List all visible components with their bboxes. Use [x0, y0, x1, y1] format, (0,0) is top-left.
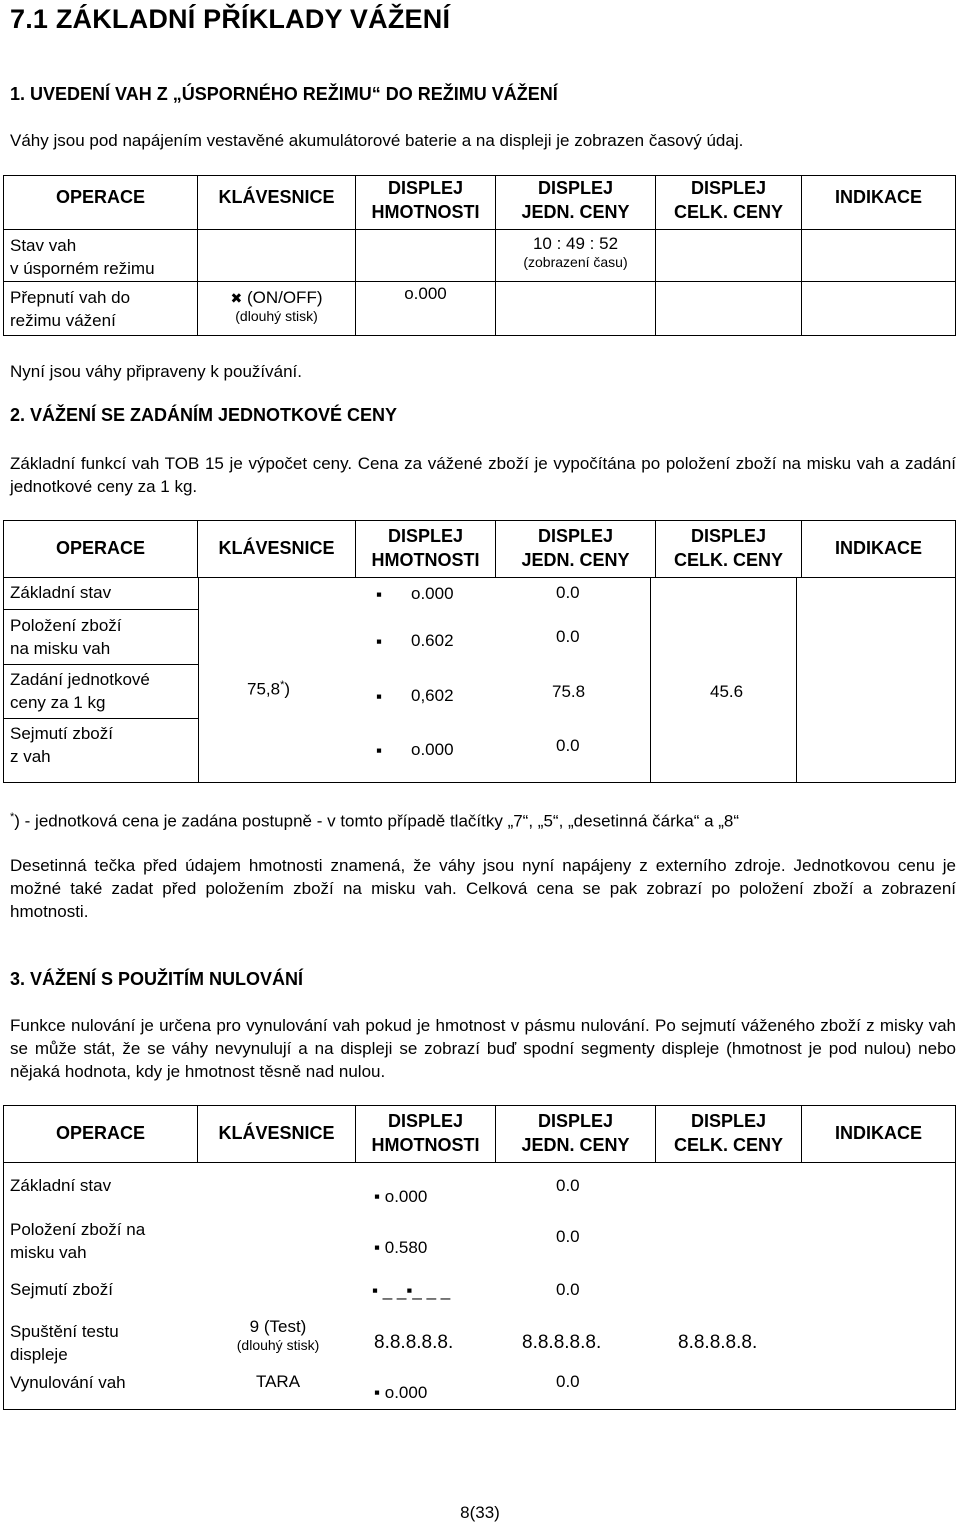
- external-power-dot: ▪: [376, 687, 383, 706]
- external-power-dot: ▪: [376, 585, 383, 604]
- external-power-dot: ▪: [376, 632, 383, 651]
- section2-heading: 2. VÁŽENÍ SE ZADÁNÍM JEDNOTKOVÉ CENY: [10, 405, 398, 425]
- row-sejmuti-label: Sejmutí zboží z vah: [10, 724, 113, 766]
- header-operace: OPERACE: [4, 176, 198, 230]
- row1-indikace: [802, 230, 956, 282]
- row-polozeni-label: Položení zboží na misku vah: [10, 1220, 146, 1262]
- header-displej-jedn-ceny: DISPLEJ JEDN. CENY: [496, 1106, 656, 1163]
- table-zeroing: [3, 1105, 956, 1410]
- header-displej-celk-ceny: DISPLEJ CELK. CENY: [656, 1106, 802, 1163]
- row2-indikace: [802, 282, 956, 336]
- section3-heading: 3. VÁŽENÍ S POUŽITÍM NULOVÁNÍ: [10, 969, 304, 989]
- zeroing-body: [4, 1163, 956, 1410]
- page-number: 8(33): [460, 1503, 500, 1522]
- header-indikace: INDIKACE: [802, 521, 956, 578]
- unit-price-value: 0.0: [556, 1176, 580, 1195]
- unit-price-value: 0.0: [556, 1227, 580, 1246]
- row1-operace: Stav vah v úsporném režimu: [4, 230, 198, 282]
- weight-value: ▪ o.000: [374, 1187, 428, 1206]
- header-displej-jedn-ceny: DISPLEJ JEDN. CENY: [496, 521, 656, 578]
- row-zakladni-stav-label: Základní stav: [10, 1176, 112, 1195]
- row1-time-display: 10 : 49 : 52 (zobrazení času): [496, 230, 656, 282]
- header-klavesnice: KLÁVESNICE: [198, 176, 356, 230]
- header-displej-hmotnosti: DISPLEJ HMOTNOSTI: [356, 521, 496, 578]
- row1-celk: [656, 230, 802, 282]
- section2-intro: Základní funkcí vah TOB 15 je výpočet ceny. Cena za vážené zboží je vypočítána po položení zboží na misku vah a zadání jednotkové ceny za 1 kg.: [10, 454, 956, 496]
- key-input-75-8: 75,8*): [247, 679, 291, 699]
- header-indikace: INDIKACE: [802, 176, 956, 230]
- table-wakeup: [3, 175, 956, 336]
- page-title: 7.1 ZÁKLADNÍ PŘÍKLADY VÁŽENÍ: [10, 4, 451, 34]
- header-displej-hmotnosti: DISPLEJ HMOTNOSTI: [356, 1106, 496, 1163]
- section2-para: Desetinná tečka před údajem hmotnosti znamená, že váhy jsou nyní napájeny z externího zdroje. Jednotkovou cenu je možné také zadat před položením zboží na misku vah. Celková cena se pak zobrazí po položení zboží a zobrazení hmotnosti.: [10, 856, 956, 921]
- section3-intro: Funkce nulování je určena pro vynulování vah pokud je hmotnost v pásmu nulování. Po sejmutí váženého zboží z misky vah se může stát, že se váhy nevynulují a na displeji se zobrazí buď spodní segmenty displeje (hmotnost je pod nulou) nebo nějaká hodnota, kdy je hmotnost těsně nad nulou.: [10, 1016, 956, 1081]
- unit-price-value: 0.0: [556, 1372, 580, 1391]
- weight-value: ▪ 0.580: [374, 1238, 428, 1257]
- weight-segments-value: ▪ _ _▪_ _ _: [372, 1281, 451, 1300]
- key-test: 9 (Test) (dlouhý stisk): [236, 1317, 320, 1353]
- weight-value: o.000: [411, 740, 454, 759]
- row2-celk: [656, 282, 802, 336]
- weight-value: o.000: [411, 584, 454, 603]
- row-vynulovani-label: Vynulování vah: [10, 1373, 126, 1392]
- header-displej-hmotnosti: DISPLEJ HMOTNOSTI: [356, 176, 496, 230]
- key-tara: TARA: [255, 1372, 301, 1391]
- header-displej-jedn-ceny: DISPLEJ JEDN. CENY: [496, 176, 656, 230]
- unit-price-value: 0.0: [556, 736, 580, 755]
- section1-after: Nyní jsou váhy připraveny k používání.: [10, 362, 302, 381]
- total-price-value: 45.6: [710, 682, 744, 701]
- header-operace: OPERACE: [4, 521, 198, 578]
- section2-footnote: *) - jednotková cena je zadána postupně - v tomto případě tlačítky „7“, „5“, „desetinná čárka“ a „8“: [10, 811, 740, 831]
- header-klavesnice: KLÁVESNICE: [198, 1106, 356, 1163]
- row2-jedn: [496, 282, 656, 336]
- total-price-test-value: 8.8.8.8.8.: [678, 1332, 758, 1353]
- row1-hmotnost: [356, 230, 496, 282]
- table-unit-price: [3, 520, 956, 783]
- row2-klavesnice: ✖ (ON/OFF) (dlouhý stisk): [198, 282, 356, 336]
- unit-price-value: 0.0: [556, 627, 580, 646]
- unit-price-value: 0.0: [556, 583, 580, 602]
- header-klavesnice: KLÁVESNICE: [198, 521, 356, 578]
- header-displej-celk-ceny: DISPLEJ CELK. CENY: [656, 176, 802, 230]
- weight-value: 0.602: [411, 631, 454, 650]
- row-sejmuti-label: Sejmutí zboží: [10, 1280, 113, 1299]
- row-test-label: Spuštění testu displeje: [10, 1322, 119, 1364]
- section1-heading: 1. UVEDENÍ VAH Z „ÚSPORNÉHO REŽIMU“ DO REŽIMU VÁŽENÍ: [10, 84, 558, 104]
- weight-value: ▪ o.000: [374, 1383, 428, 1402]
- external-power-dot: ▪: [376, 741, 383, 760]
- row-zakladni-stav-label: Základní stav: [10, 583, 112, 602]
- row2-hmotnost: o.000: [356, 282, 496, 336]
- header-displej-celk-ceny: DISPLEJ CELK. CENY: [656, 521, 802, 578]
- header-indikace: INDIKACE: [802, 1106, 956, 1163]
- header-operace: OPERACE: [4, 1106, 198, 1163]
- x-icon: ✖: [230, 290, 243, 306]
- section1-intro: Váhy jsou pod napájením vestavěné akumulátorové baterie a na displeji je zobrazen časový údaj.: [10, 131, 744, 150]
- row-zadani-label: Zadání jednotkové ceny za 1 kg: [10, 670, 150, 712]
- unit-price-test-value: 8.8.8.8.8.: [522, 1332, 602, 1353]
- unit-price-body: [4, 578, 956, 783]
- weight-value: 0,602: [411, 686, 454, 705]
- row1-klavesnice: [198, 230, 356, 282]
- weight-test-value: 8.8.8.8.8.: [374, 1332, 454, 1353]
- row-polozeni-label: Položení zboží na misku vah: [10, 616, 122, 658]
- unit-price-value: 0.0: [556, 1280, 580, 1299]
- row2-operace: Přepnutí vah do režimu vážení: [4, 282, 198, 336]
- unit-price-value: 75.8: [552, 682, 586, 701]
